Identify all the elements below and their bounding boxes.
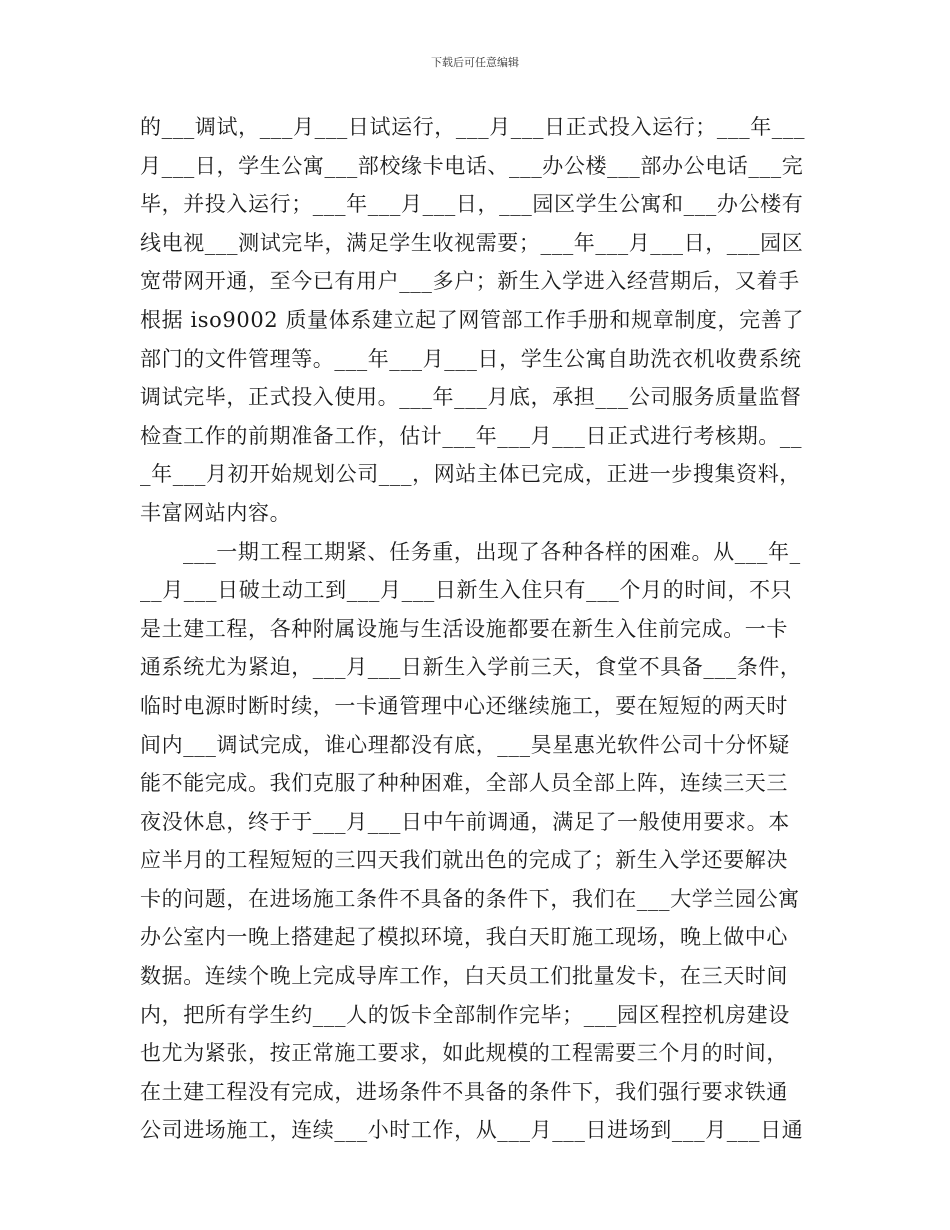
text-line: 间内___调试完成，谁心理都没有底，___昊星惠光软件公司十分怀疑 bbox=[140, 732, 790, 757]
text-line: 公司进场施工，连续___小时工作，从___月___日进场到___月___日通 bbox=[140, 1118, 804, 1143]
paragraph bbox=[140, 108, 810, 533]
text-line: 线电视___测试完毕，满足学生收视需要；___年___月___日，___园区 bbox=[140, 230, 804, 255]
text-line: 丰富网站内容。 bbox=[140, 500, 292, 525]
text-line: 在土建工程没有完成，进场条件不具备的条件下，我们强行要求铁通 bbox=[140, 1079, 788, 1104]
text-line: 是土建工程，各种附属设施与生活设施都要在新生入住前完成。一卡 bbox=[140, 616, 788, 641]
paragraph bbox=[140, 533, 810, 1151]
text-line: __月___日破土动工到___月___日新生入住只有___个月的时间，不只 bbox=[140, 578, 793, 603]
text-line: 卡的问题，在进场施工条件不具备的条件下，我们在___大学兰园公寓 bbox=[140, 886, 800, 911]
text-line: 内，把所有学生约___人的饭卡全部制作完毕；___园区程控机房建设 bbox=[140, 1002, 790, 1027]
text-line: 的___调试，___月___日试运行，___月___日正式投入运行；___年___ bbox=[140, 115, 806, 139]
text-line: _年___月初开始规划公司___，网站主体已完成，正进一步搜集资料， bbox=[140, 462, 801, 487]
text-line: 月___日，学生公寓___部校缘卡电话、___办公楼___部办公电话___完 bbox=[140, 153, 804, 178]
text-line: 宽带网开通，至今已有用户___多户；新生入学进入经营期后，又着手 bbox=[140, 269, 800, 294]
text-line: 也尤为紧张，按正常施工要求，如此规模的工程需要三个月的时间， bbox=[140, 1041, 788, 1066]
text-line: 通系统尤为紧迫，___月___日新生入学前三天，食堂不具备___条件， bbox=[140, 655, 802, 680]
text-line: 调试完毕，正式投入使用。___年___月底，承担___公司服务质量监督 bbox=[140, 385, 802, 410]
text-line: 数据。连续个晚上完成导库工作，白天员工们批量发卡，在三天时间 bbox=[140, 964, 788, 989]
text-line: 毕，并投入运行；___年___月___日，___园区学生公寓和___办公楼有 bbox=[140, 192, 804, 217]
text-line: 部门的文件管理等。___年___月___日，学生公寓自助洗衣机收费系统 bbox=[140, 346, 802, 371]
text-line: 办公室内一晚上搭建起了模拟环境，我白天盯施工现场，晚上做中心 bbox=[140, 925, 788, 950]
text-line: 应半月的工程短短的三四天我们就出色的完成了；新生入学还要解决 bbox=[140, 848, 788, 873]
text-line: 能不能完成。我们克服了种种困难，全部人员全部上阵，连续三天三 bbox=[140, 771, 788, 796]
text-line: 临时电源时断时续，一卡通管理中心还继续施工，要在短短的两天时 bbox=[140, 693, 788, 718]
text-line: 根据 iso9002 质量体系建立起了网管部工作手册和规章制度，完善了 bbox=[140, 307, 804, 332]
page-header: 下载后可任意编辑 bbox=[431, 56, 519, 69]
text-line: ___一期工程工期紧、任务重，出现了各种各样的困难。从___年_ bbox=[183, 539, 801, 564]
text-line: 检查工作的前期准备工作，估计___年___月___日正式进行考核期。__ bbox=[140, 423, 803, 448]
document-body bbox=[140, 108, 810, 1150]
text-line: 夜没休息，终于于___月___日中午前调通，满足了一般使用要求。本 bbox=[140, 809, 790, 834]
